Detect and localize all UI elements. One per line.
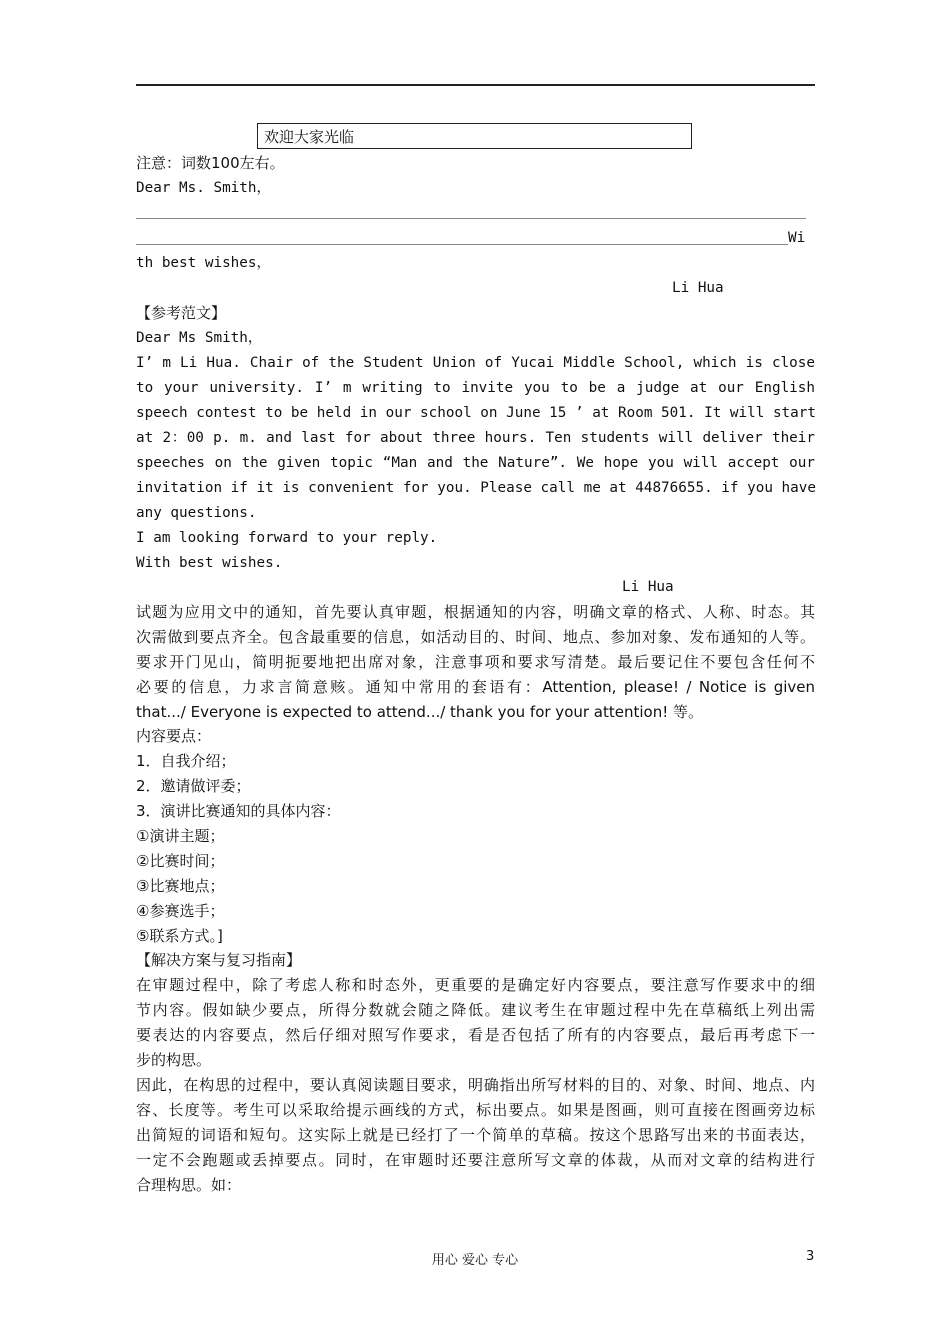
ref-line: I am looking forward to your reply. <box>136 530 438 546</box>
ref-line: speech contest to be held in our school on June 15 ’ at Room 501. It will start <box>136 405 816 421</box>
guide-line: 在审题过程中，除了考虑人称和时态外，更重要的是确定好内容要点，要注意写作要求中的细 <box>136 976 815 994</box>
guide-line: 一定不会跑题或丢掉要点。同时，在审题时还要注意所写文章的体裁，从而对文章的结构进行 <box>136 1151 815 1169</box>
guide-line: 合理构思。如： <box>136 1176 242 1194</box>
ref-line: invitation if it is convenient for you. Please call me at 44876655. if you have <box>136 480 816 496</box>
guide-line: 步的构思。 <box>136 1051 212 1069</box>
point-item: 2．邀请做评委； <box>136 777 251 795</box>
analysis-line: that.../ Everyone is expected to attend.../ thank you for your attention! 等。 <box>136 703 704 721</box>
header-rule <box>136 84 815 86</box>
ref-line: to your university. I’ m writing to invite you to be a judge at our English <box>136 380 815 396</box>
letter-greeting: Dear Ms. Smith， <box>136 180 271 196</box>
ref-line: I’ m Li Hua. Chair of the Student Union of Yucai Middle School, which is close <box>136 355 815 371</box>
writing-line-2 <box>136 244 788 245</box>
point-item: ④参赛选手； <box>136 902 225 920</box>
guide-line: 出简短的词语和短句。这实际上就是已经打了一个简单的草稿。按这个思路写出来的书面表达， <box>136 1126 815 1144</box>
closing-fragment: th best wishes， <box>136 255 271 271</box>
analysis-line: 试题为应用文中的通知，首先要认真审题，根据通知的内容，明确文章的格式、人称、时态。其 <box>136 603 815 621</box>
ref-line: speeches on the given topic “Man and the Nature”. We hope you will accept our <box>136 455 815 471</box>
analysis-line: 次需做到要点齐全。包含最重要的信息，如活动目的、时间、地点、参加对象、发布通知的人等。 <box>136 628 815 646</box>
guide-line: 因此，在构思的过程中，要认真阅读题目要求，明确指出所写材料的目的、对象、时间、地点、内 <box>136 1076 815 1094</box>
guide-line: 要表达的内容要点，然后仔细对照写作要求，看是否包括了所有的内容要点，最后再考虑下一 <box>136 1026 815 1044</box>
reference-title: 【参考范文】 <box>136 304 227 322</box>
point-item: ③比赛地点； <box>136 877 225 895</box>
guide-line: 节内容。假如缺少要点，所得分数就会随之降低。建议考生在审题过程中先在草稿纸上列出需 <box>136 1001 815 1019</box>
guide-title: 【解决方案与复习指南】 <box>136 951 302 969</box>
analysis-line: 要求开门见山，简明扼要地把出席对象，注意事项和要求写清楚。最后要记住不要包含任何不 <box>136 653 815 671</box>
point-item: 3．演讲比赛通知的具体内容： <box>136 802 341 820</box>
point-item: 1．自我介绍； <box>136 752 236 770</box>
page-number: 3 <box>806 1249 815 1264</box>
point-item: ①演讲主题； <box>136 827 225 845</box>
point-item: ⑤联系方式。] <box>136 927 223 945</box>
ref-line: at 2：00 p. m. and last for about three hours. Ten students will deliver their <box>136 430 815 446</box>
points-title: 内容要点： <box>136 727 212 745</box>
ref-line: Dear Ms Smith， <box>136 330 263 346</box>
point-item: ②比赛时间； <box>136 852 225 870</box>
signature-2: Li Hua <box>622 579 674 595</box>
ref-line: With best wishes. <box>136 555 283 571</box>
page-footer: 用心 爱心 专心 <box>431 1253 519 1268</box>
welcome-box: 欢迎大家光临 <box>257 123 692 149</box>
wi-fragment: Wi <box>788 230 806 246</box>
guide-line: 容、长度等。考生可以采取给提示画线的方式，标出要点。如果是图画，则可直接在图画旁边标 <box>136 1101 815 1119</box>
ref-line: any questions. <box>136 505 257 521</box>
word-count-note: 注意：词数100左右。 <box>136 154 285 172</box>
signature-1: Li Hua <box>672 280 724 296</box>
analysis-line: 必要的信息，力求言简意赅。通知中常用的套语有：Attention, please! / Notice is given <box>136 678 815 696</box>
writing-line-1 <box>136 218 806 219</box>
